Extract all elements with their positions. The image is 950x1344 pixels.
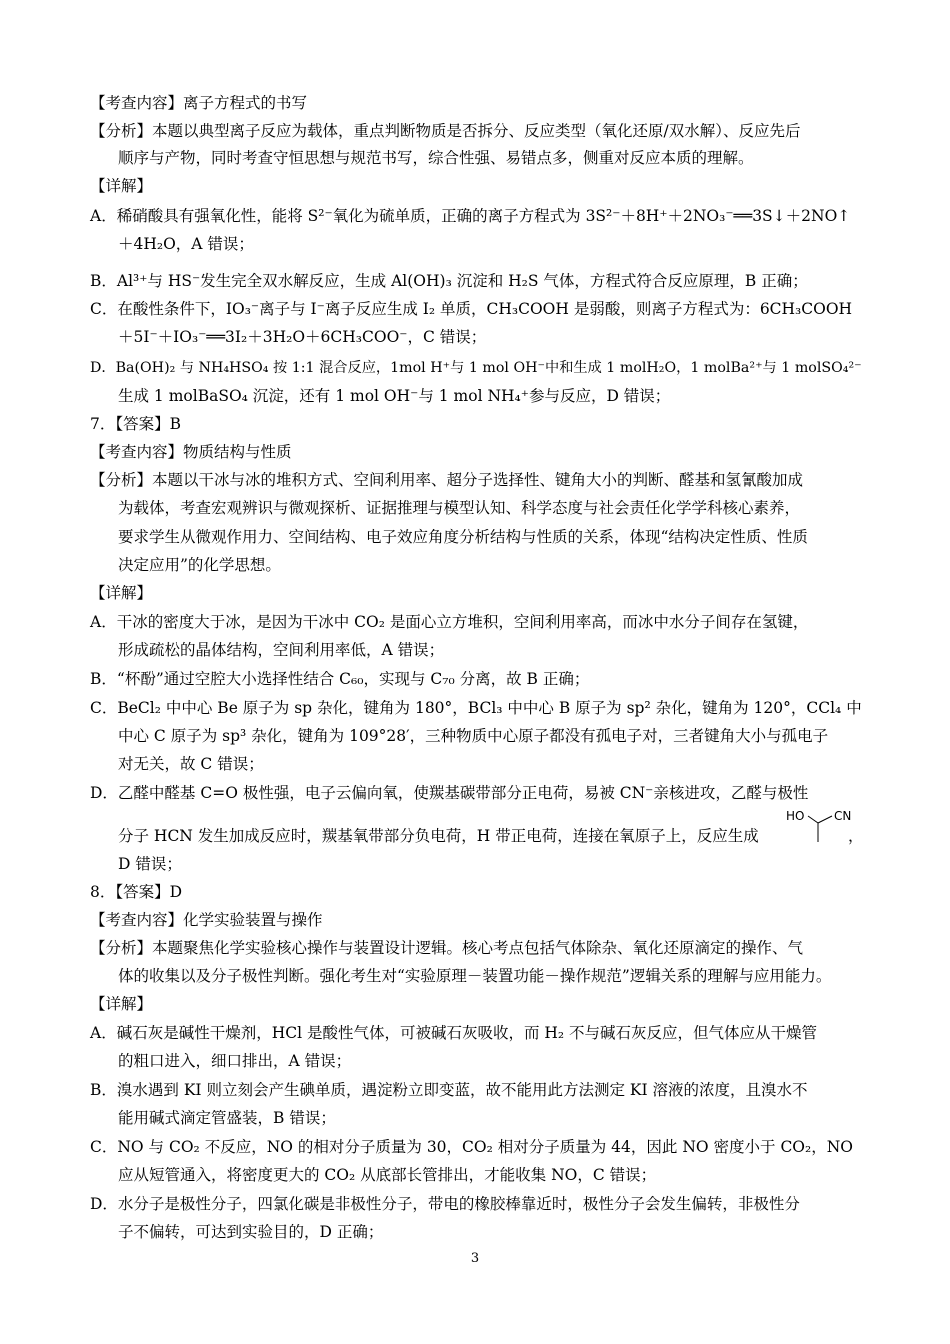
analysis-text: 【分析】本题以典型离子反应为载体，重点判断物质是否拆分、反应类型（氧化还原/双水解）、反应先后	[90, 122, 801, 140]
structure-label-ho: HO	[786, 809, 805, 823]
section-heading: 【考查内容】物质结构与性质	[90, 443, 292, 461]
detail-heading: 【详解】	[90, 995, 153, 1013]
option-text: ＋5I⁻＋IO₃⁻══3I₂＋3H₂O＋6CH₃COO⁻，C 错误；	[118, 328, 487, 346]
option-text: 分子 HCN 发生加成反应时，羰基氧带部分负电荷，H 带正电荷，连接在氧原子上，反应生成	[118, 827, 759, 845]
section-heading: 【考查内容】化学实验装置与操作	[90, 911, 323, 929]
option-text: B．Al³⁺与 HS⁻发生完全双水解反应，生成 Al(OH)₃ 沉淀和 H₂S 气体，方程式符合反应原理，B 正确；	[90, 272, 808, 290]
option-text: A．干冰的密度大于冰，是因为干冰中 CO₂ 是面心立方堆积，空间利用率高，而冰中水分子间存在氢键，	[90, 613, 809, 631]
option-text: D．乙醛中醛基 C=O 极性强，电子云偏向氧，使羰基碳带部分正电荷，易被 CN⁻亲核进攻，乙醛与极性	[90, 784, 809, 802]
option-text: C．BeCl₂ 中中心 Be 原子为 sp 杂化，键角为 180°，BCl₃ 中中心 B 原子为 sp² 杂化，键角为 120°，CCl₄ 中	[90, 699, 862, 717]
bond-line	[818, 816, 832, 823]
option-text: D．水分子是极性分子，四氯化碳是非极性分子，带电的橡胶棒靠近时，极性分子会发生偏转，非极性分	[90, 1195, 800, 1213]
option-text: 形成疏松的晶体结构，空间利用率低，A 错误；	[118, 641, 445, 659]
analysis-text: 为载体，考查宏观辨识与微观探析、证据推理与模型认知、科学态度与社会责任化学学科核心素养，	[118, 499, 801, 517]
answer-line: 8．【答案】D	[90, 883, 183, 901]
option-text: B．溴水遇到 KI 则立刻会产生碘单质，遇淀粉立即变蓝，故不能用此方法测定 KI 溶液的浓度，且溴水不	[90, 1081, 808, 1099]
option-text: 生成 1 molBaSO₄ 沉淀，还有 1 mol OH⁻与 1 mol NH₄⁺参与反应，D 错误；	[118, 387, 671, 405]
analysis-text: 要求学生从微观作用力、空间结构、电子效应角度分析结构与性质的关系，体现“结构决定性质、性质	[118, 528, 808, 546]
option-text: C．NO 与 CO₂ 不反应，NO 的相对分子质量为 30，CO₂ 相对分子质量为 44，因此 NO 密度小于 CO₂，NO	[90, 1138, 853, 1156]
analysis-text: 体的收集以及分子极性判断。强化考生对“实验原理－装置功能－操作规范”逻辑关系的理解与应用能力。	[118, 967, 832, 985]
option-text: 中心 C 原子为 sp³ 杂化，键角为 109°28′，三种物质中心原子都没有孤电子对，三者键角大小与孤电子	[118, 727, 829, 745]
option-text: 应从短管通入，将密度更大的 CO₂ 从底部长管排出，才能收集 NO，C 错误；	[118, 1166, 657, 1184]
answer-line: 7．【答案】B	[90, 415, 182, 433]
option-text: 能用碱式滴定管盛装，B 错误；	[118, 1109, 336, 1127]
option-text: A．稀硝酸具有强氧化性，能将 S²⁻氧化为硫单质，正确的离子方程式为 3S²⁻＋8H⁺＋2NO₃⁻══3S↓＋2NO↑	[90, 207, 851, 225]
analysis-text: 顺序与产物，同时考查守恒思想与规范书写，综合性强、易错点多，侧重对反应本质的理解。	[118, 149, 754, 167]
detail-heading: 【详解】	[90, 584, 153, 602]
section-heading: 【考查内容】离子方程式的书写	[90, 94, 308, 112]
page-number: 3	[470, 1251, 480, 1266]
analysis-text: 【分析】本题以干冰与冰的堆积方式、空间利用率、超分子选择性、键角大小的判断、醛基和氢氰酸加成	[90, 471, 804, 489]
bond-line	[808, 816, 818, 823]
trailing-comma: ，	[848, 827, 864, 845]
option-text: C．在酸性条件下，IO₃⁻离子与 I⁻离子反应生成 I₂ 单质，CH₃COOH 是弱酸，则离子方程式为：6CH₃COOH	[90, 300, 853, 318]
option-text: D．Ba(OH)₂ 与 NH₄HSO₄ 按 1:1 混合反应，1mol H⁺与 1 mol OH⁻中和生成 1 molH₂O，1 molBa²⁺与 1 molSO₄²⁻	[90, 360, 862, 376]
option-text: B．“杯酚”通过空腔大小选择性结合 C₆₀，实现与 C₇₀ 分离，故 B 正确；	[90, 670, 590, 688]
structure-label-cn: CN	[834, 809, 852, 823]
option-text: 对无关，故 C 错误；	[118, 755, 264, 773]
option-text: 子不偏转，可达到实验目的，D 正确；	[118, 1223, 384, 1241]
option-text: ＋4H₂O，A 错误；	[118, 235, 254, 253]
analysis-text: 决定应用”的化学思想。	[118, 556, 281, 574]
detail-heading: 【详解】	[90, 177, 153, 195]
option-text: 的粗口进入，细口排出，A 错误；	[118, 1052, 352, 1070]
option-text: A．碱石灰是碱性干燥剂，HCl 是酸性气体，可被碱石灰吸收，而 H₂ 不与碱石灰反应，但气体应从干燥管	[90, 1024, 818, 1042]
analysis-text: 【分析】本题聚焦化学实验核心操作与装置设计逻辑。核心考点包括气体除杂、氧化还原滴定的操作、气	[90, 939, 804, 957]
option-text: D 错误；	[118, 855, 182, 873]
